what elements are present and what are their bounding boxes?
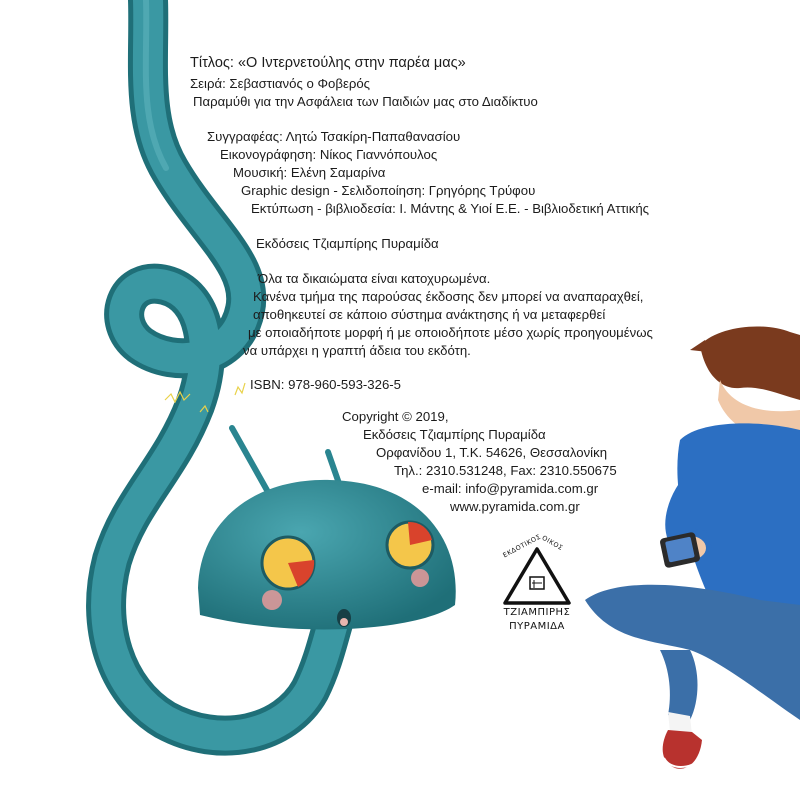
series-name: Σειρά: Σεβαστιανός ο Φοβερός	[190, 76, 371, 91]
design-credit: Graphic design - Σελιδοποίηση: Γρηγόρης Τρύφου	[241, 183, 536, 198]
logo-line-2: ΠΥΡΑΜΙΔΑ	[509, 621, 565, 632]
contact-email: e-mail: info@pyramida.com.gr	[422, 481, 599, 496]
rights-line-4: με οποιαδήποτε μορφή ή με οποιοδήποτε μέσο χωρίς προηγουμένως	[248, 325, 653, 340]
robot-head	[198, 480, 456, 630]
pyramid-logo-icon	[497, 532, 577, 641]
publisher-name: Εκδόσεις Τζιαμπίρης Πυραμίδα	[256, 236, 439, 251]
contact-website: www.pyramida.com.gr	[450, 499, 580, 514]
boy-illustration	[585, 326, 800, 768]
isbn: ISBN: 978-960-593-326-5	[250, 377, 402, 392]
contact-address: Ορφανίδου 1, Τ.Κ. 54626, Θεσσαλονίκη	[376, 445, 608, 460]
logo-top-left-text: ΕΚΔΟΤΙΚΟΣ	[501, 532, 543, 560]
copyright-notice: Copyright © 2019,	[342, 409, 449, 424]
illustration-credit: Εικονογράφηση: Νίκος Γιαννόπουλος	[220, 147, 438, 162]
contact-publisher: Εκδόσεις Τζιαμπίρης Πυραμίδα	[363, 427, 546, 442]
printing-credit: Εκτύπωση - βιβλιοδεσία: Ι. Μάντης & Υιοί Ε.Ε. - Βιβλιοδετική Αττικής	[251, 201, 650, 216]
music-credit: Μουσική: Ελένη Σαμαρίνα	[233, 165, 386, 180]
contact-phone: Τηλ.: 2310.531248, Fax: 2310.550675	[394, 463, 617, 478]
rights-line-5: να υπάρχει η γραπτή άδεια του εκδότη.	[243, 343, 471, 358]
author-credit: Συγγραφέας: Λητώ Τσακίρη-Παπαθανασίου	[207, 129, 461, 144]
rights-line-2: Κανένα τμήμα της παρούσας έκδοσης δεν μπορεί να αναπαραχθεί,	[253, 289, 644, 304]
rights-line-3: αποθηκευτεί σε κάποιο σύστημα ανάκτησης ή να μεταφερθεί	[253, 307, 606, 322]
logo-top-right-text: ΟΙΚΟΣ	[540, 533, 565, 553]
book-title: Τίτλος: «Ο Ιντερνετούλης στην παρέα μας»	[190, 55, 466, 71]
logo-line-1: ΤΖΙΑΜΠΙΡΗΣ	[503, 607, 571, 618]
book-subtitle: Παραμύθι για την Ασφάλεια των Παιδιών μας στο Διαδίκτυο	[193, 94, 538, 109]
rights-line-1: Όλα τα δικαιώματα είναι κατοχυρωμένα.	[258, 271, 491, 286]
